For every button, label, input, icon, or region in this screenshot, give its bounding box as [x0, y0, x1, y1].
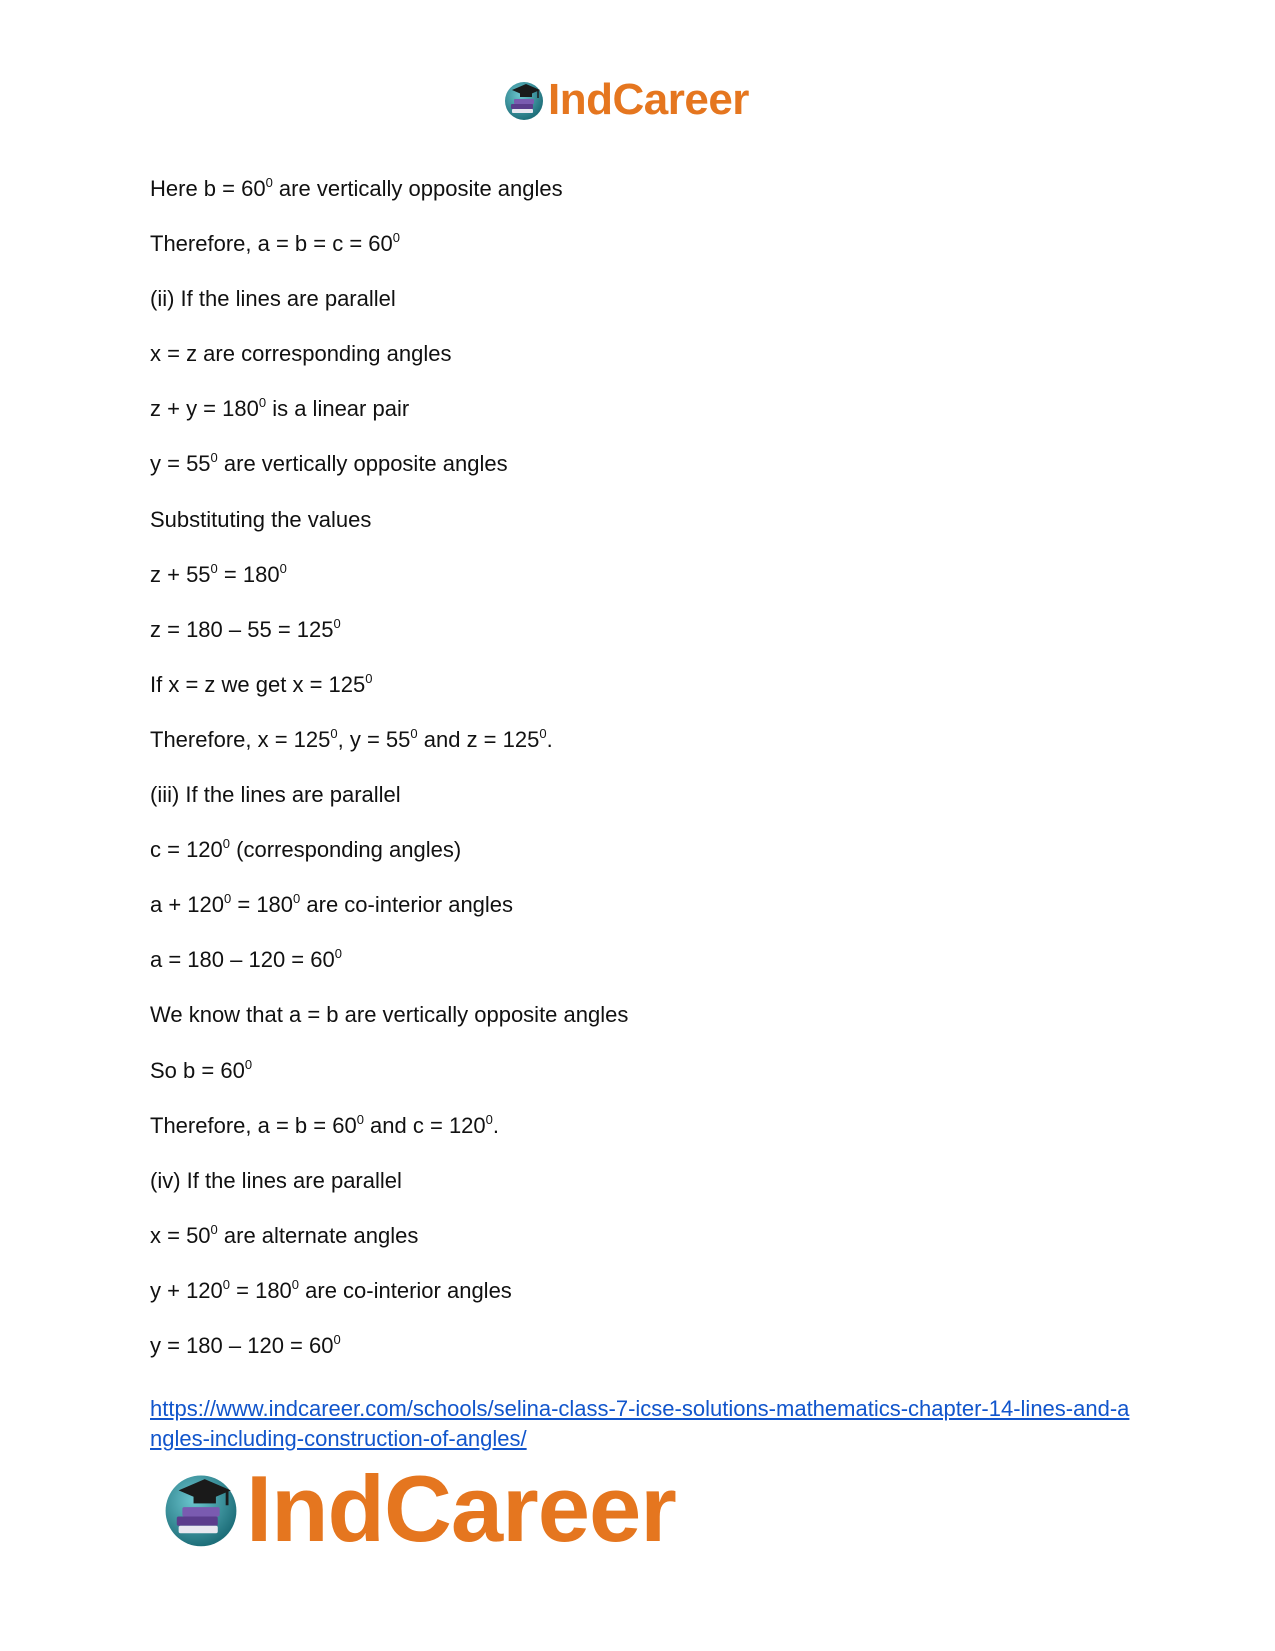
degree-superscript: 0 — [244, 1056, 253, 1072]
degree-superscript: 0 — [356, 1111, 364, 1127]
indcareer-logo-header — [502, 75, 749, 124]
solution-text — [150, 172, 1150, 1384]
line-text: We know that a = b are vertically opposite angles — [150, 1002, 629, 1028]
line-text: So b = 60 — [150, 1057, 245, 1083]
text-line — [150, 778, 1150, 833]
text-line — [150, 1219, 1150, 1274]
line-text: Therefore, a = b = 60 — [150, 1112, 357, 1138]
line-text: a = 180 – 120 = 60 — [150, 947, 335, 973]
degree-superscript: 0 — [485, 1111, 493, 1127]
line-text: = 180 — [217, 561, 280, 587]
line-text: y + 120 — [150, 1277, 223, 1303]
line-text: are vertically opposite angles — [217, 451, 508, 477]
line-text: c = 120 — [150, 837, 223, 863]
text-line — [150, 888, 1150, 943]
degree-superscript: 0 — [224, 891, 232, 907]
line-text: Therefore, a = b = c = 60 — [150, 231, 393, 257]
line-text: (iv) If the lines are parallel — [150, 1167, 402, 1193]
line-text: . — [492, 1112, 500, 1138]
text-line — [150, 613, 1150, 668]
line-text: (ii) If the lines are parallel — [150, 286, 396, 312]
text-line — [150, 1054, 1150, 1109]
text-line — [150, 998, 1150, 1053]
line-text: x = 50 — [150, 1222, 211, 1248]
degree-superscript: 0 — [333, 1331, 341, 1347]
line-text: are co-interior angles — [300, 892, 514, 918]
line-text: is a linear pair — [266, 396, 410, 422]
text-line — [150, 1109, 1150, 1164]
line-text: (corresponding angles) — [230, 837, 462, 863]
line-text: x = z are corresponding angles — [150, 341, 452, 367]
text-line — [150, 1274, 1150, 1329]
degree-superscript: 0 — [333, 615, 341, 631]
line-text: z + 55 — [150, 561, 211, 587]
degree-superscript: 0 — [210, 560, 218, 576]
text-line — [150, 1164, 1150, 1219]
line-text: and z = 125 — [417, 726, 540, 752]
logo-wordmark: IndCareer — [548, 75, 749, 124]
degree-superscript: 0 — [279, 560, 287, 576]
source-link[interactable]: https://www.indcareer.com/schools/selina-class-7-icse-solutions-mathematics-chapter-14-lines-and-angles-including-construction-of-angles/ — [150, 1396, 1130, 1451]
text-line — [150, 447, 1150, 502]
text-line — [150, 337, 1150, 392]
line-text: Here b = 60 — [150, 176, 266, 201]
text-line — [150, 503, 1150, 558]
line-text: . — [546, 726, 553, 752]
line-text: Substituting the values — [150, 506, 372, 532]
line-text: (iii) If the lines are parallel — [150, 782, 401, 808]
line-text: z = 180 – 55 = 125 — [150, 616, 334, 642]
degree-superscript: 0 — [330, 725, 338, 741]
text-line — [150, 392, 1150, 447]
text-line — [150, 1329, 1150, 1384]
degree-superscript: 0 — [265, 175, 273, 190]
degree-superscript: 0 — [222, 836, 231, 852]
text-line — [150, 282, 1150, 337]
indcareer-globe-icon — [160, 1468, 242, 1550]
degree-superscript: 0 — [365, 670, 373, 686]
degree-superscript: 0 — [291, 1276, 300, 1292]
indcareer-logo-footer — [160, 1456, 676, 1561]
degree-superscript: 0 — [293, 891, 301, 907]
text-line — [150, 668, 1150, 723]
text-line — [150, 172, 1150, 227]
line-text: z + y = 180 — [150, 396, 259, 422]
logo-wordmark: IndCareer — [246, 1456, 676, 1561]
line-text: = 180 — [230, 1277, 292, 1303]
line-text: are co-interior angles — [299, 1277, 512, 1303]
indcareer-globe-icon — [502, 78, 546, 122]
degree-superscript: 0 — [334, 946, 342, 962]
line-text: y = 180 – 120 = 60 — [150, 1332, 334, 1358]
degree-superscript: 0 — [258, 395, 267, 411]
line-text: Therefore, x = 125 — [150, 726, 331, 752]
line-text: , y = 55 — [337, 726, 411, 752]
line-text: and c = 120 — [363, 1112, 486, 1138]
degree-superscript: 0 — [222, 1276, 231, 1292]
text-line — [150, 558, 1150, 613]
text-line — [150, 227, 1150, 282]
line-text: are alternate angles — [217, 1222, 419, 1248]
degree-superscript: 0 — [539, 725, 547, 741]
text-line — [150, 833, 1150, 888]
degree-superscript: 0 — [410, 725, 418, 741]
degree-superscript: 0 — [210, 1221, 218, 1237]
line-text: = 180 — [231, 892, 294, 918]
degree-superscript: 0 — [210, 450, 218, 466]
line-text: y = 55 — [150, 451, 211, 477]
degree-superscript: 0 — [392, 230, 400, 246]
line-text: are vertically opposite angles — [272, 176, 563, 201]
line-text: a + 120 — [150, 892, 225, 918]
line-text: If x = z we get x = 125 — [150, 671, 366, 697]
text-line — [150, 943, 1150, 998]
text-line — [150, 723, 1150, 778]
